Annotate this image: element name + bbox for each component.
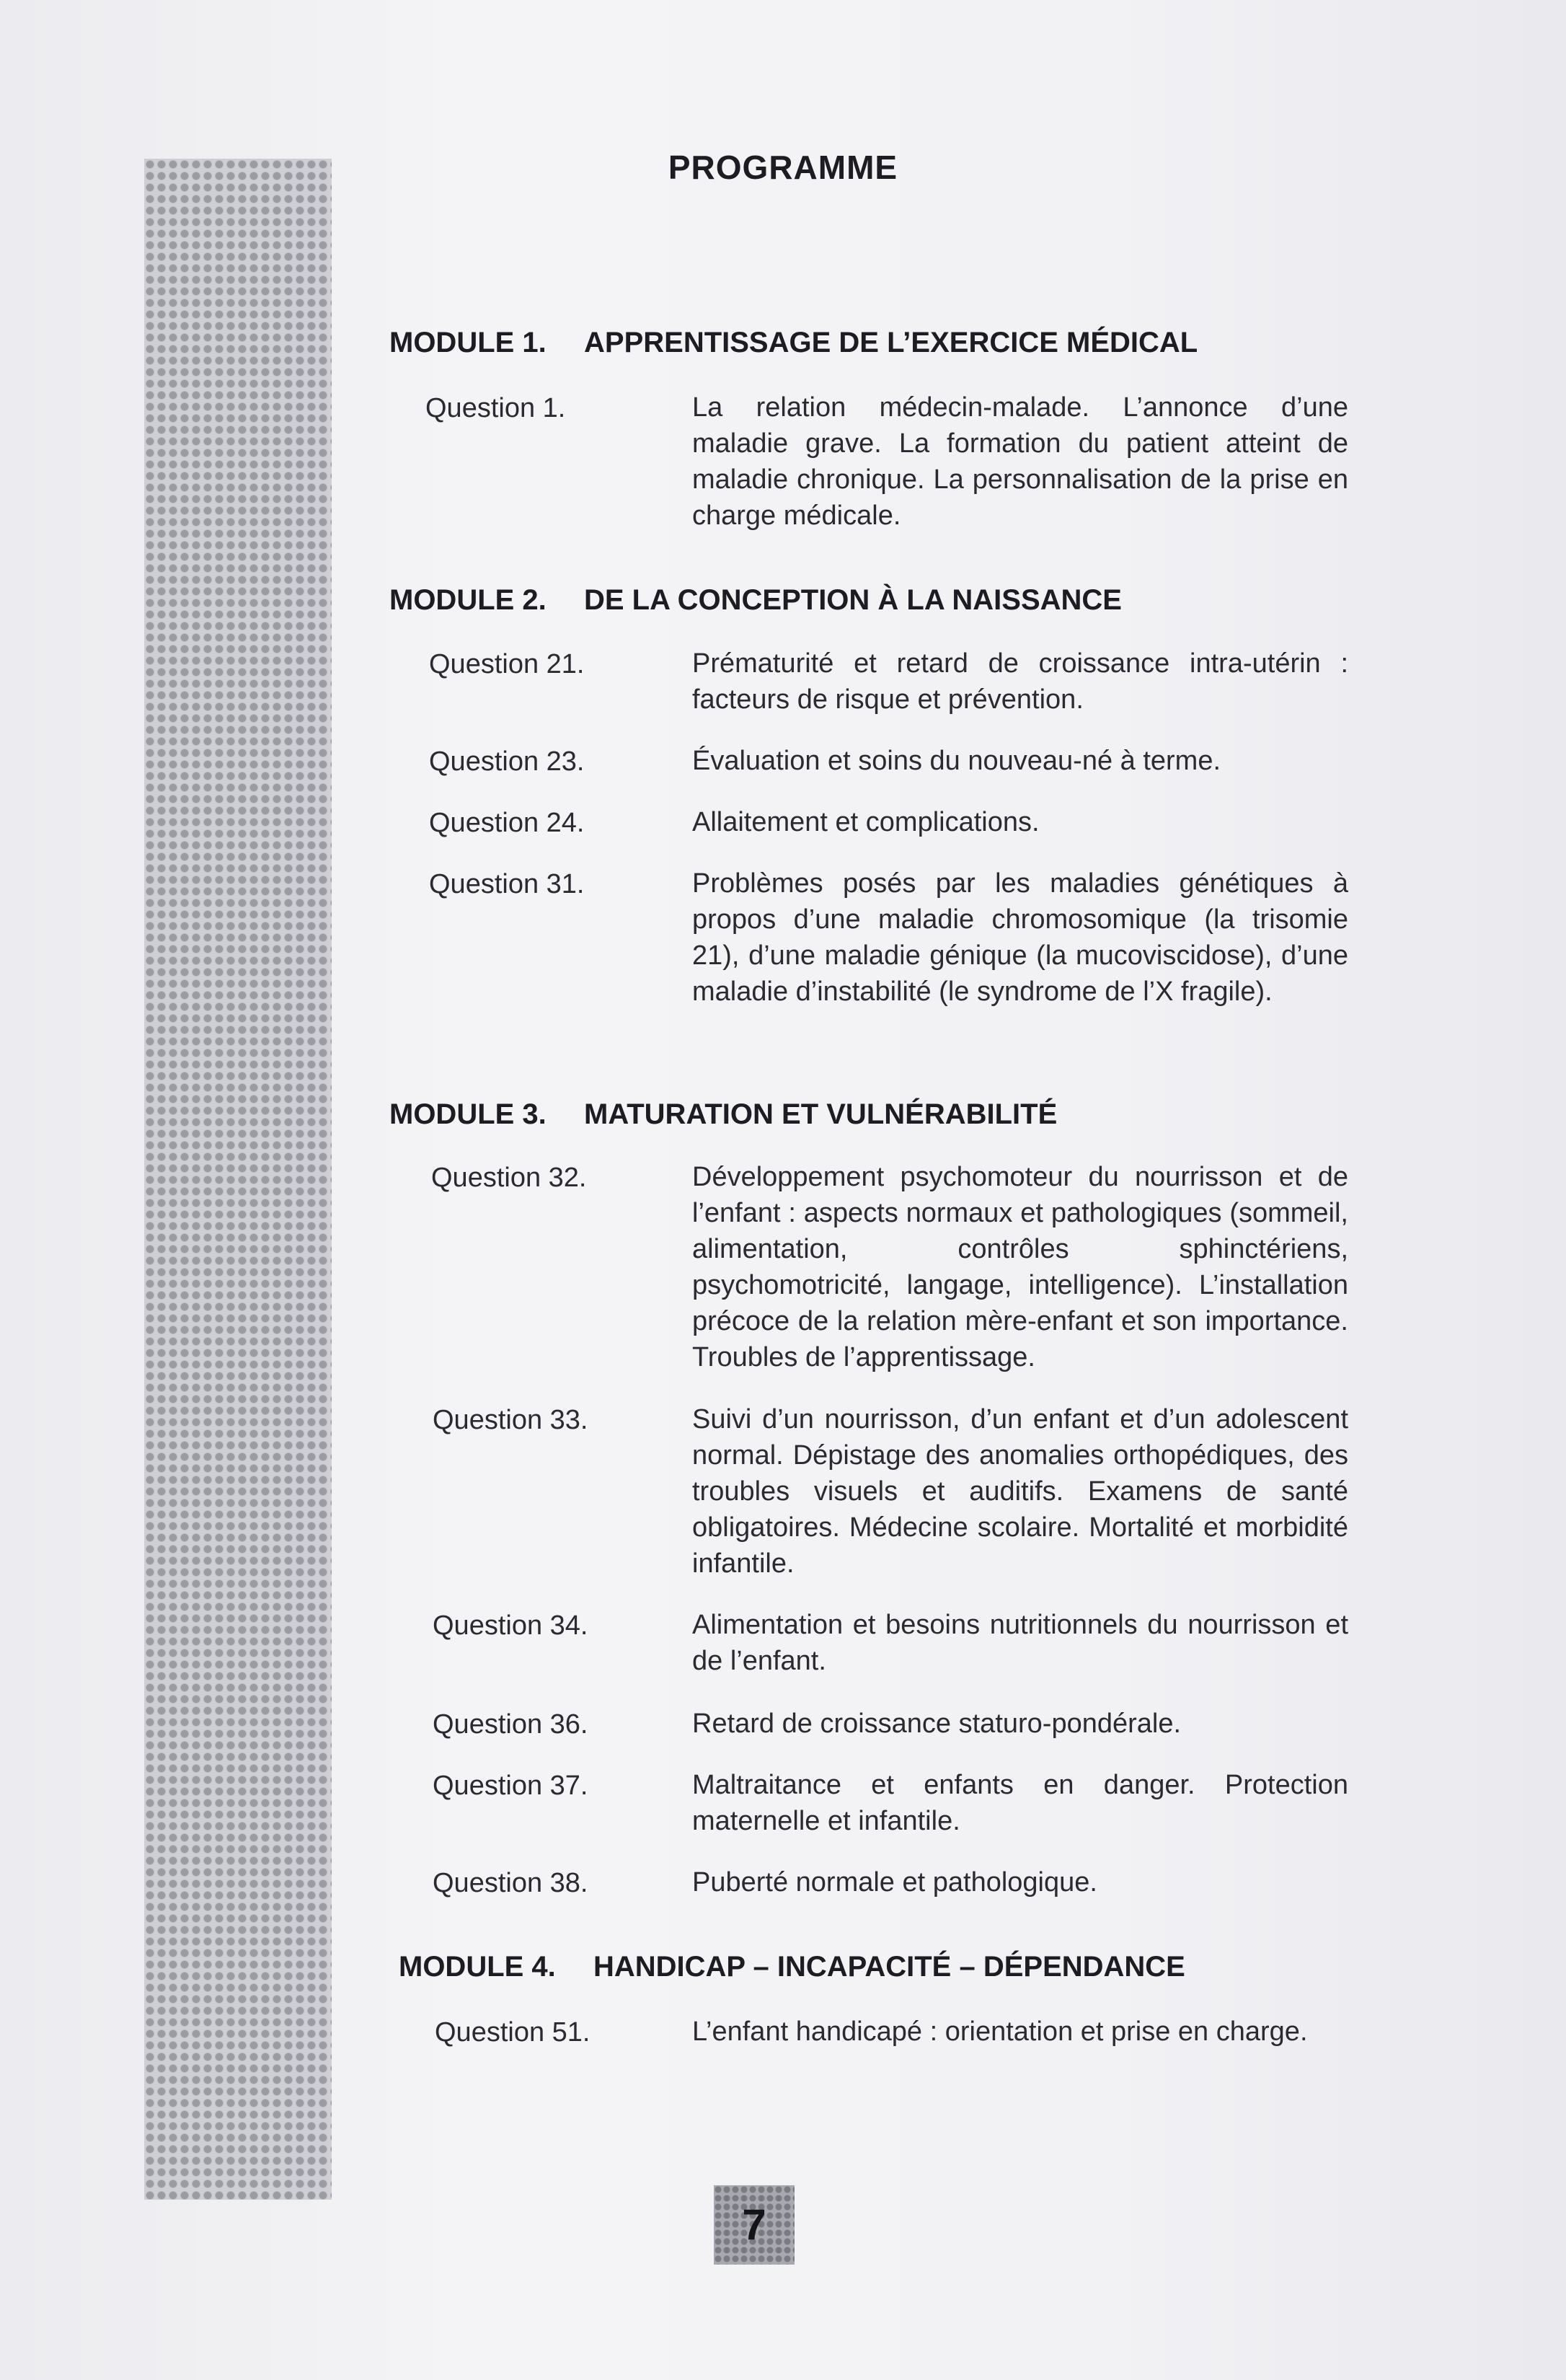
module-heading: [389, 584, 1122, 617]
module-number: MODULE 4.: [399, 1951, 556, 1983]
module-number: MODULE 3.: [389, 1098, 547, 1130]
question-label: Question 21.: [429, 649, 585, 679]
question-label: Question 51.: [435, 2017, 590, 2048]
question-label: Question 37.: [433, 1771, 588, 1801]
question-label: Question 34.: [433, 1610, 588, 1641]
module-name: DE LA CONCEPTION À LA NAISSANCE: [584, 584, 1122, 616]
question-text: La relation médecin-malade. L’annonce d’une maladie grave. La formation du patient atteint de maladie chronique. La personnalisation de la prise en charge médicale.: [692, 392, 1348, 531]
question-text: Développement psychomoteur du nourrisson et de l’enfant : aspects normaux et pathologiques (sommeil, alimentation, contrôles sphinctériens, psychomotricité, langage, intelligence). L’installation précoce de la relation mère-enfant et son importance. Troubles de l’apprentissage.: [692, 1162, 1348, 1372]
module-heading: [389, 327, 1198, 359]
question-label: Question 24.: [429, 808, 585, 838]
question-label: Question 36.: [433, 1709, 588, 1740]
question-text: Évaluation et soins du nouveau-né à terme.: [692, 746, 1221, 776]
question-text: L’enfant handicapé : orientation et prise en charge.: [692, 2017, 1308, 2047]
module-name: HANDICAP – INCAPACITÉ – DÉPENDANCE: [593, 1951, 1185, 1983]
question-text: Maltraitance et enfants en danger. Protection maternelle et infantile.: [692, 1770, 1348, 1836]
question-text: Suivi d’un nourrisson, d’un enfant et d’un adolescent normal. Dépistage des anomalies orthopédiques, des troubles visuels et auditifs. Examens de santé obligatoires. Médecine scolaire. Mortalité et morbidité infantile.: [692, 1404, 1348, 1579]
question-label: Question 31.: [429, 869, 585, 899]
module-number: MODULE 2.: [389, 584, 547, 616]
module-name: MATURATION ET VULNÉRABILITÉ: [584, 1098, 1058, 1130]
module-name: APPRENTISSAGE DE L’EXERCICE MÉDICAL: [584, 327, 1198, 358]
question-text: Puberté normale et pathologique.: [692, 1867, 1097, 1898]
question-text: Retard de croissance staturo-pondérale.: [692, 1709, 1182, 1739]
module-number: MODULE 1.: [389, 327, 547, 358]
question-label: Question 1.: [425, 393, 566, 423]
question-label: Question 32.: [431, 1163, 587, 1193]
question-label: Question 23.: [429, 746, 585, 777]
question-text: Alimentation et besoins nutritionnels du nourrisson et de l’enfant.: [692, 1610, 1348, 1676]
question-label: Question 38.: [433, 1868, 588, 1898]
page-title: PROGRAMME: [668, 149, 898, 186]
question-text: Problèmes posés par les maladies génétiques à propos d’une maladie chromosomique (la trisomie 21), d’une maladie génique (la mucoviscidose), d’une maladie d’instabilité (le syndrome de l’X fragile).: [692, 868, 1348, 1007]
question-text: Allaitement et complications.: [692, 807, 1040, 837]
module-heading: [389, 1098, 1057, 1131]
question-text: Prématurité et retard de croissance intra-utérin : facteurs de risque et prévention.: [692, 648, 1348, 715]
module-heading: [399, 1951, 1185, 1983]
page-number: 7: [714, 2185, 795, 2265]
question-label: Question 33.: [433, 1405, 588, 1435]
decorative-dot-band: [144, 159, 332, 2200]
